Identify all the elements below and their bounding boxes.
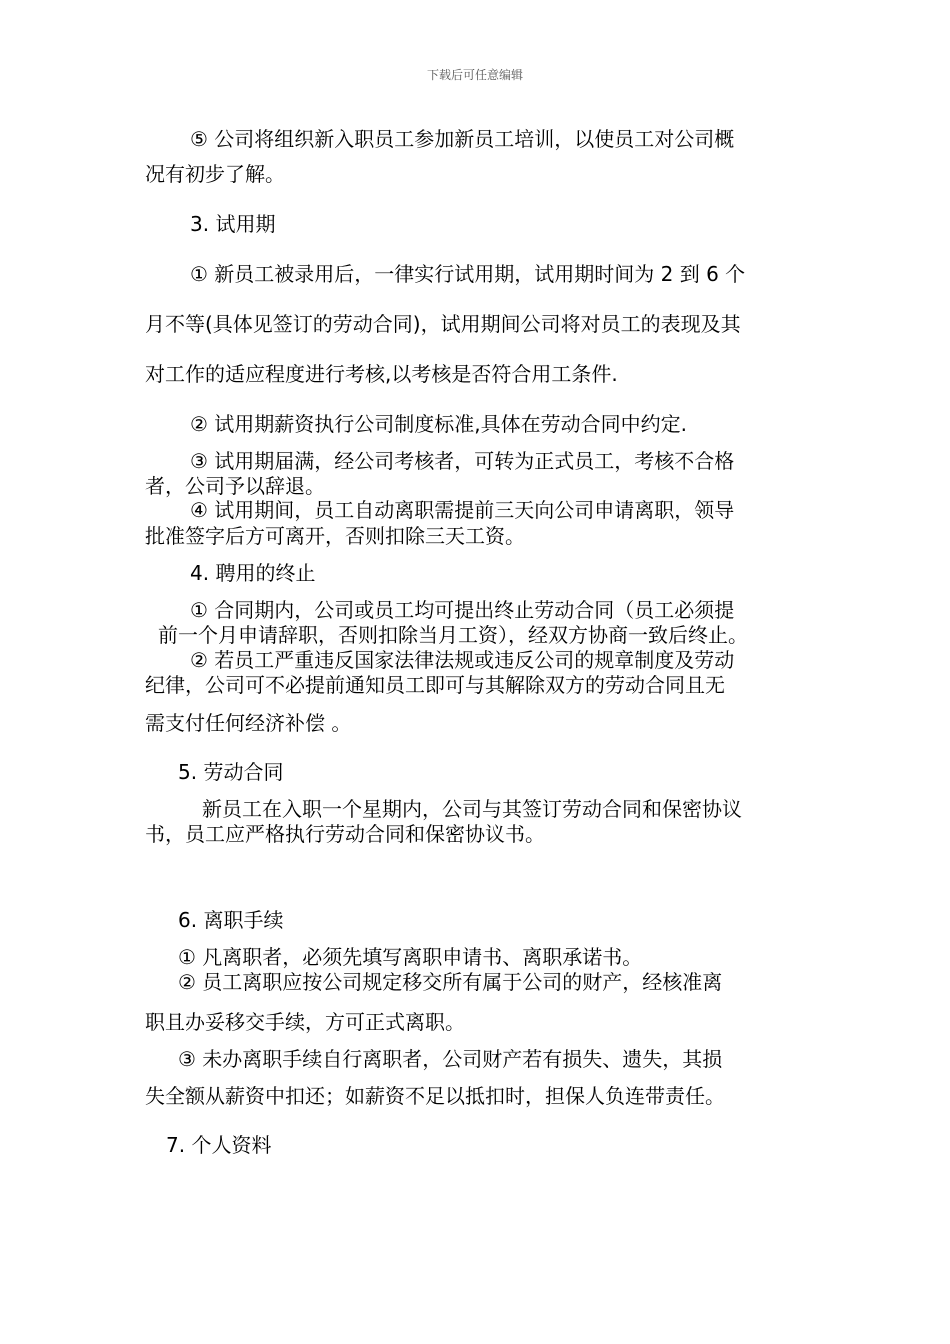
text-line: 职且办妥移交手续，方可正式离职。 (145, 1010, 465, 1034)
text-line: ② 试用期薪资执行公司制度标准,具体在劳动合同中约定. (190, 412, 688, 436)
text-line: 失全额从薪资中扣还；如薪资不足以抵扣时，担保人负连带责任。 (145, 1084, 725, 1108)
text-line: 纪律，公司可不必提前通知员工即可与其解除双方的劳动合同且无 (145, 673, 725, 697)
text-line: ③ 试用期届满，经公司考核者，可转为正式员工，考核不合格 (190, 449, 735, 473)
text-line: ⑤ 公司将组织新入职员工参加新员工培训，以使员工对公司概 (190, 127, 735, 151)
section-heading: 5. 劳动合同 (178, 760, 284, 784)
text-line: 况有初步了解。 (145, 162, 285, 186)
text-line: 者，公司予以辞退。 (145, 474, 325, 498)
page-header: 下载后可任意编辑 (426, 68, 523, 82)
section-heading: 3. 试用期 (190, 212, 276, 236)
text-line: 月不等(具体见签订的劳动合同)，试用期间公司将对员工的表现及其 (145, 312, 741, 336)
text-line: ③ 未办离职手续自行离职者，公司财产若有损失、遗失，其损 (178, 1047, 723, 1071)
text-line: 书，员工应严格执行劳动合同和保密协议书。 (145, 822, 545, 846)
text-line: 需支付任何经济补偿 。 (145, 711, 352, 735)
section-heading: 4. 聘用的终止 (190, 561, 316, 585)
text-line: ② 员工离职应按公司规定移交所有属于公司的财产，经核准离 (178, 970, 723, 994)
section-heading: 6. 离职手续 (178, 908, 284, 932)
section-heading: 7. 个人资料 (166, 1133, 272, 1157)
text-line: 对工作的适应程度进行考核,以考核是否符合用工条件. (145, 362, 618, 386)
text-line: 批准签字后方可离开，否则扣除三天工资。 (145, 524, 525, 548)
text-line: ② 若员工严重违反国家法律法规或违反公司的规章制度及劳动 (190, 648, 735, 672)
text-line: 前一个月申请辞职，否则扣除当月工资），经双方协商一致后终止。 (158, 623, 748, 647)
text-line: ① 合同期内，公司或员工均可提出终止劳动合同（员工必须提 (190, 598, 735, 622)
text-line: ① 新员工被录用后，一律实行试用期，试用期时间为 2 到 6 个 (190, 262, 746, 286)
text-line: ① 凡离职者，必须先填写离职申请书、离职承诺书。 (178, 945, 643, 969)
text-line: ④ 试用期间，员工自动离职需提前三天向公司申请离职，领导 (190, 498, 735, 522)
text-line: 新员工在入职一个星期内，公司与其签订劳动合同和保密协议 (202, 797, 742, 821)
